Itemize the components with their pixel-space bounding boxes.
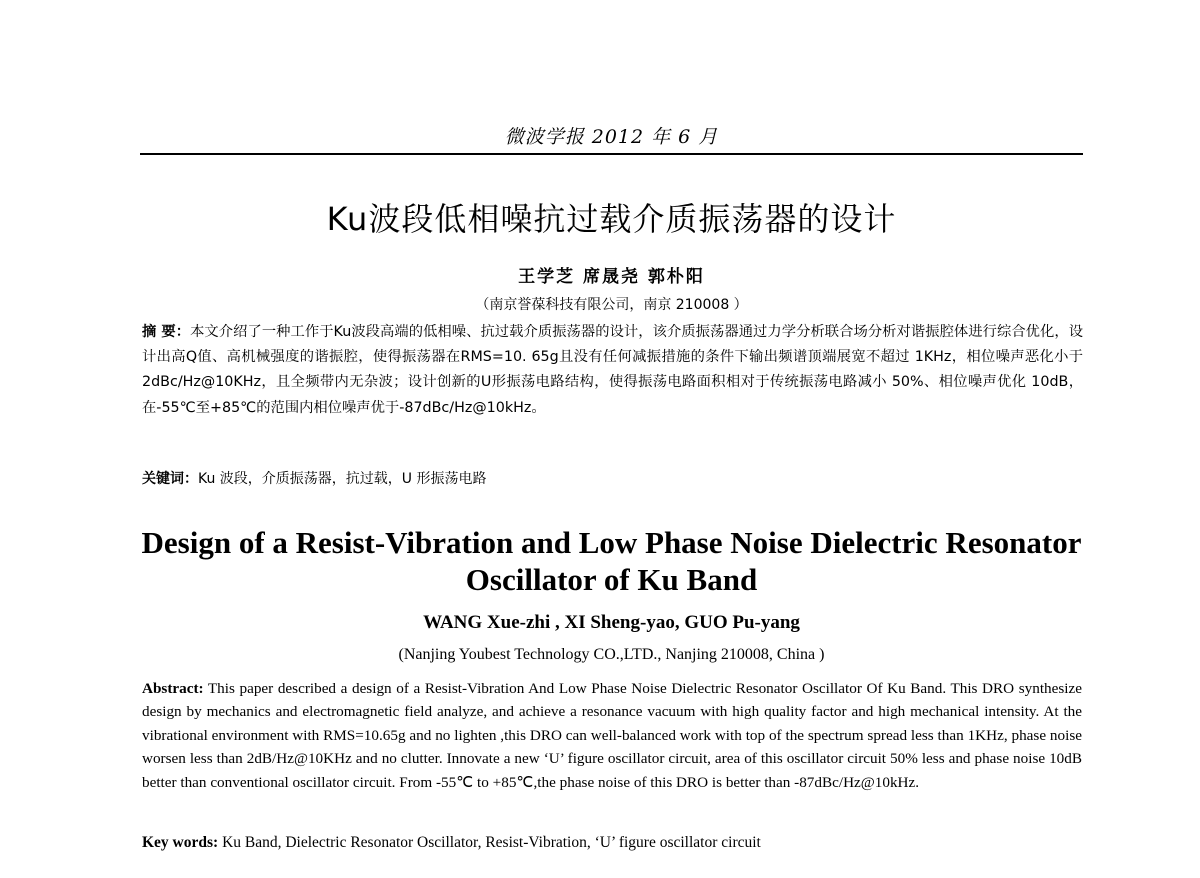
- chinese-affiliation: （南京誉葆科技有限公司，南京 210008 ）: [475, 297, 748, 313]
- english-title: Design of a Resist-Vibration and Low Phase Noise Dielectric Resonator Oscillator of Ku Band: [141, 525, 1082, 597]
- chinese-abstract-label: 摘 要：: [142, 324, 191, 340]
- chinese-abstract-text: 本文介绍了一种工作于Ku波段高端的低相噪、抗过载介质振荡器的设计，该介质振荡器通过力学分析联合场分析对谐振腔体进行综合优化，设计出高Q值、高机械强度的谐振腔，使得振荡器在RMS=10. 65g且没有任何减振措施的条件下输出频谱顶端展宽不超过 1KHz，相位噪声恶化小于 2dBc/Hz@10KHz，且全频带内无杂波；设计创新的U形振荡电路结构，使得振荡电路面积相对于传统振荡电路减小 50%、相位噪声优化 10dB，在-55℃至+85℃的范围内相位噪声优于-87dBc/Hz@10kHz。: [142, 324, 1083, 416]
- english-affiliation: (Nanjing Youbest Technology CO.,LTD., Nanjing 210008, China ): [398, 646, 825, 663]
- english-abstract-label: Abstract:: [142, 680, 204, 697]
- chinese-authors: 王学芝 席晟尧 郭朴阳: [518, 267, 705, 287]
- chinese-keywords-label: 关键词：: [142, 471, 198, 487]
- chinese-keywords: [142, 468, 1083, 488]
- english-authors: WANG Xue-zhi , XI Sheng-yao, GUO Pu-yang: [423, 612, 800, 633]
- english-keywords-text: Ku Band, Dielectric Resonator Oscillator, Resist-Vibration, ‘U’ figure oscillator circuit: [222, 834, 761, 851]
- chinese-keywords-text: Ku 波段，介质振荡器，抗过载，U 形振荡电路: [198, 471, 487, 487]
- header-rule: [140, 153, 1083, 155]
- chinese-abstract: [142, 320, 1083, 421]
- english-abstract: [142, 677, 1082, 794]
- chinese-title: Ku波段低相噪抗过载介质振荡器的设计: [326, 200, 897, 238]
- english-keywords: [142, 834, 1082, 852]
- journal-header: 微波学报 2012 年 6 月: [504, 126, 719, 148]
- english-keywords-label: Key words:: [142, 834, 219, 851]
- english-abstract-text: This paper described a design of a Resist-Vibration And Low Phase Noise Dielectric Resonator Oscillator Of Ku Band. This DRO synthesize design by mechanics and electromagnetic field analyze, and achieve a resonance vacuum with high quality factor and high mechanical intensity. At the vibrational environment with RMS=10.65g and no lighten ,this DRO can well-balanced work with top of the spectrum spread less than 1KHz, phase noise worsen less than 2dB/Hz@10KHz and no clutter. Innovate a new ‘U’ figure oscillator circuit, area of this oscillator circuit 50% less and phase noise 10dB better than conventional oscillator circuit. From -55℃ to +85℃,the phase noise of this DRO is better than -87dBc/Hz@10kHz.: [142, 680, 1082, 791]
